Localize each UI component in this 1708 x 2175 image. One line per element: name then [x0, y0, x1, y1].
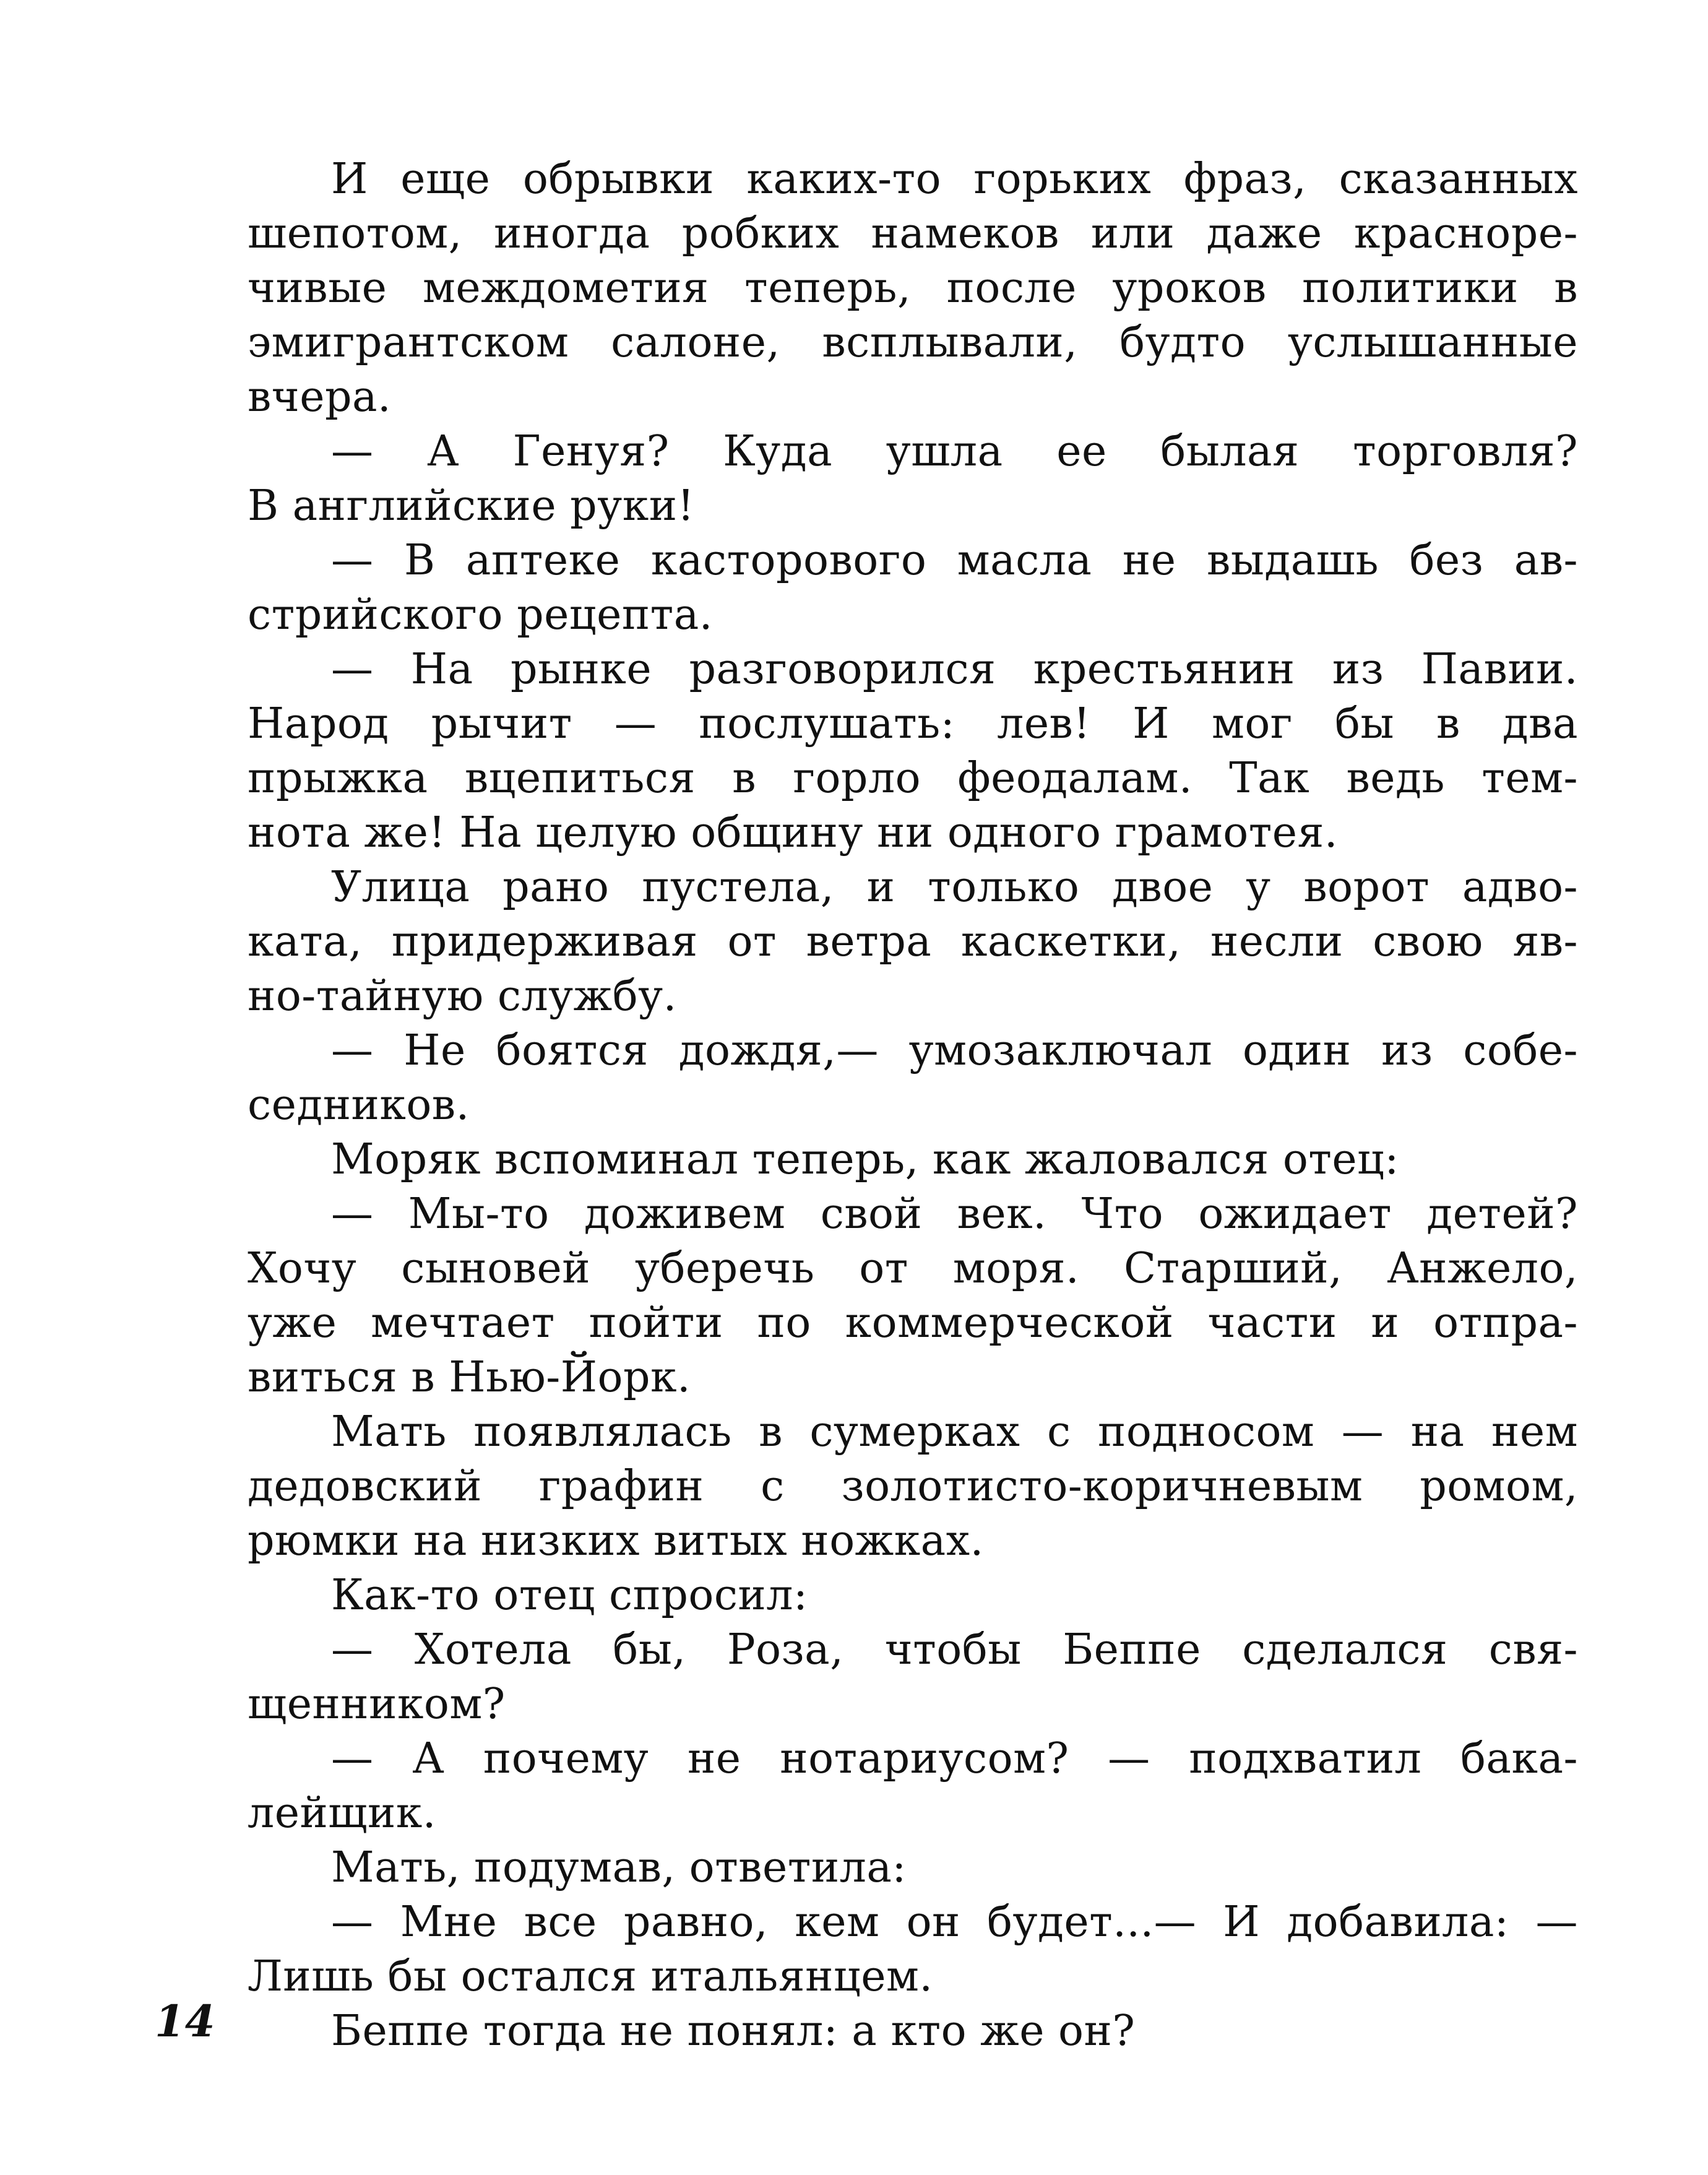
text-line: седников.	[248, 1081, 470, 1130]
text-line: Моряк вспоминал теперь, как жаловался отец:	[331, 1135, 1399, 1184]
text-line: — На рынке разговорился крестьянин из Павии.	[331, 645, 1578, 694]
text-line: В английские руки!	[248, 482, 695, 530]
text-line: дедовский графин с золотисто-коричневым ромом,	[248, 1462, 1578, 1511]
text-line: — А Генуя? Куда ушла ее былая торговля?	[331, 427, 1578, 476]
text-line: — Мы-то доживем свой век. Что ожидает детей?	[331, 1190, 1578, 1239]
text-line: Улица рано пустела, и только двое у ворот адво-	[331, 863, 1578, 912]
text-line: щенником?	[248, 1680, 506, 1729]
text-line: но-тайную службу.	[248, 972, 677, 1021]
text-line: стрийского рецепта.	[248, 590, 713, 639]
text-line: Хочу сыновей уберечь от моря. Старший, Анжело,	[248, 1244, 1578, 1293]
text-line: Лишь бы остался итальянцем.	[248, 1952, 933, 2001]
text-line: прыжка вцепиться в горло феодалам. Так ведь тем-	[248, 754, 1578, 803]
text-line: рюмки на низких витых ножках.	[248, 1516, 984, 1565]
text-line: уже мечтает пойти по коммерческой части и отпра-	[248, 1299, 1578, 1347]
text-line: шепотом, иногда робких намеков или даже красноре-	[248, 209, 1578, 258]
text-line: лейщик.	[248, 1789, 436, 1838]
text-line: Мать, подумав, ответила:	[331, 1843, 907, 1892]
text-line: вчера.	[248, 373, 392, 422]
text-line: эмигрантском салоне, всплывали, будто услышанные	[248, 318, 1578, 367]
text-line: И еще обрывки каких-то горьких фраз, сказанных	[331, 155, 1578, 204]
text-line: — Не боятся дождя,— умозаключал один из собе-	[331, 1026, 1578, 1075]
body-text	[248, 152, 1578, 2059]
text-line: чивые междометия теперь, после уроков политики в	[248, 264, 1578, 313]
text-line: Народ рычит — послушать: лев! И мог бы в два	[248, 699, 1578, 748]
text-line: Беппе тогда не понял: а кто же он?	[331, 2007, 1136, 2056]
text-line: — Хотела бы, Роза, чтобы Беппе сделался свя-	[331, 1625, 1578, 1674]
text-line: — В аптеке касторового масла не выдашь без ав-	[331, 536, 1578, 585]
page-number: 14	[155, 1996, 215, 2047]
text-line: нота же! На целую общину ни одного грамотея.	[248, 808, 1339, 857]
text-line: Как-то отец спросил:	[331, 1571, 808, 1620]
text-line: виться в Нью-Йорк.	[248, 1353, 691, 1402]
text-line: — А почему не нотариусом? — подхватил бака-	[331, 1734, 1578, 1783]
text-line: Мать появлялась в сумерках с подносом — на нем	[331, 1407, 1578, 1456]
text-line: — Мне все равно, кем он будет...— И добавила: —	[331, 1898, 1578, 1947]
text-line: ката, придерживая от ветра каскетки, несли свою яв-	[248, 917, 1578, 966]
